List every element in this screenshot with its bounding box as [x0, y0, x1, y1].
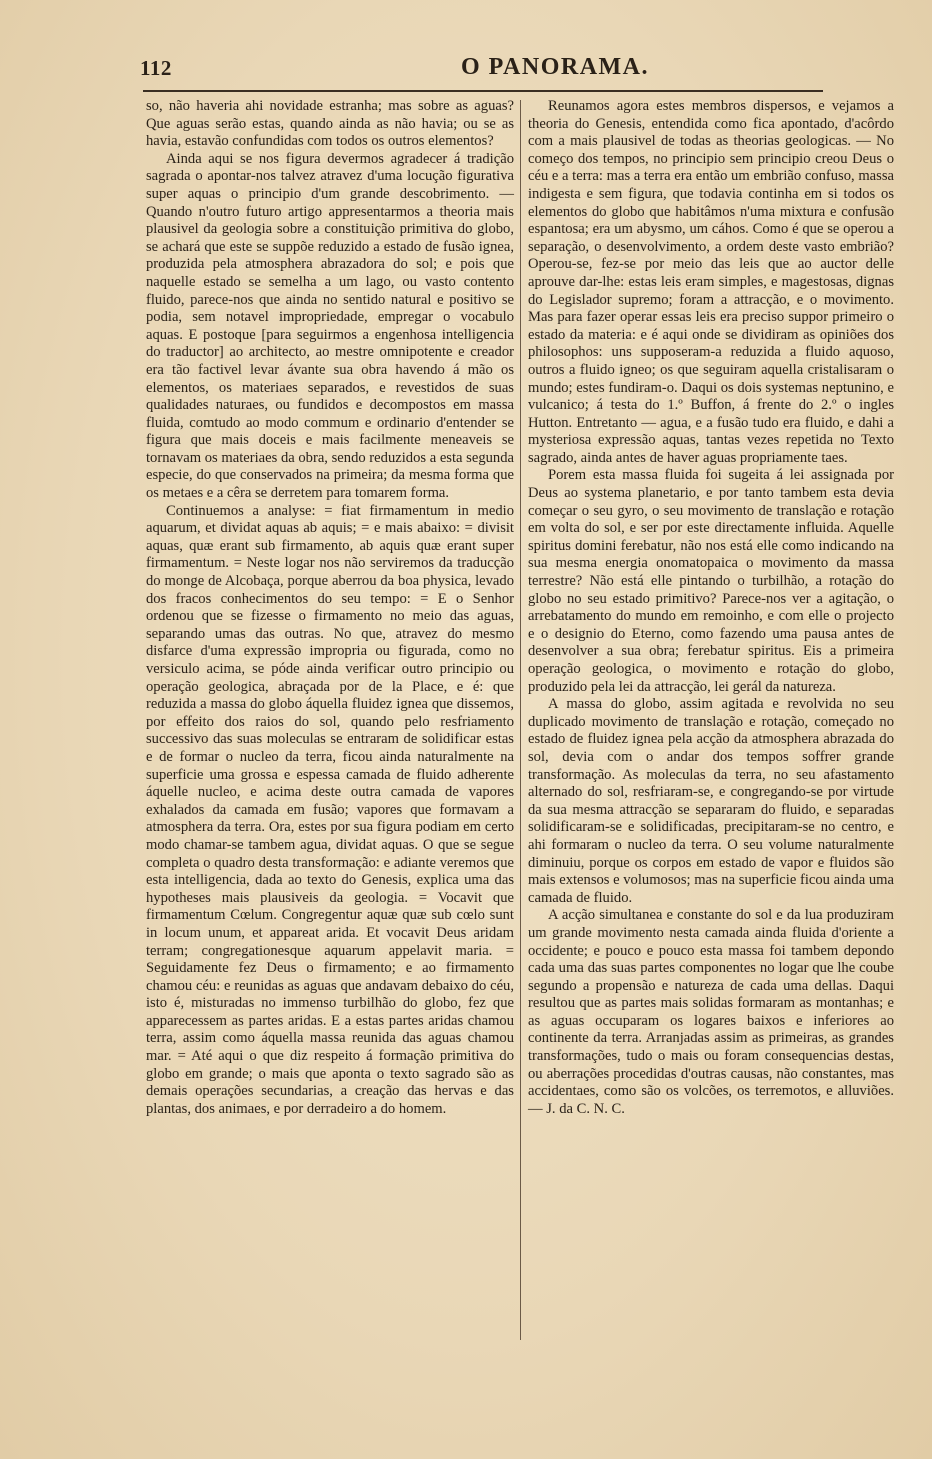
column-divider	[520, 100, 521, 1340]
paragraph: A acção simultanea e constante do sol e da lua produziram um grande movimento nesta camada ainda fluida d'oriente a occidente; e pouco e pouco esta massa foi tambem depondo cada uma das suas partes componentes no logar que lhe coube segundo a propensão e natureza de cada uma dellas. Daqui resultou que as partes mais solidas formaram as montanhas; e as aguas occuparam os logares baixos e inferiores ao continente da terra. Arranjadas assim as primeiras, as grandes transformações, tudo o mais ou foram consequencias destas, ou aberrações procedidas d'outras causas, não constantes, mas accidentaes, como são os volcões, os terremotos, e alluviões. — J. da C. N. C.	[528, 907, 894, 1117]
journal-title: O PANORAMA.	[460, 54, 650, 80]
paragraph: Ainda aqui se nos figura devermos agradecer á tradição sagrada o apontar-nos talvez atravez d'uma locução figurativa super aquas o principio d'um grande descobrimento. — Quando n'outro futuro artigo appresentarmos a theoria mais plausivel da geologia sobre a constituição primitiva do globo, se achará que este se suppõe reduzido a estado de fusão ignea, produzida pela atmosphera abrazadora do sol; e pois que naquelle estado se semelha a um lago, ou vasto contento fluido, parece-nos que ainda no sentido natural e positivo se podia, sem notavel impropriedade, empregar o vocabulo aquas. E postoque [para seguirmos a engenhosa intelligencia do traductor] ao architecto, ao mestre omnipotente e creador era tão factivel levar ávante sua obra havendo á mão os elementos, os materiaes separados, e revestidos de suas qualidades naturaes, ou fundidos e decompostos em massa fluida, comtudo ao modo commum e ordinario d'entender se figura que mais doceis e mais facilmente meneaveis se tornavam os materiaes da obra, sendo reduzidos a esta segunda especie, do que conservados na primeira; da mesma forma que os metaes e a cêra se derretem para tomarem forma.	[146, 150, 514, 502]
paragraph: Porem esta massa fluida foi sugeita á lei assignada por Deus ao systema planetario, e por tanto tambem esta devia começar o seu gyro, o seu movimento de translação e rotação em volta do sol, e ser por este directamente influida. Aquelle spiritus domini ferebatur, não nos está elle como indicando na sua mesma energia onomatopaica o movimento da massa terrestre? Não está elle pintando o turbilhão, a rotação do globo no seu estado primitivo? Parece-nos ver a agitação, o arrebatamento do mundo em remoinho, e com elle o projecto e o designio do Eterno, como fazendo uma pausa antes de desenvolver a sua obra; ferebatur spiritus. Eis a primeira operação geologica, o movimento e rotação do globo, produzido pela lei da attracção, lei gerál da natureza.	[528, 467, 894, 695]
page-number: 112	[140, 56, 172, 80]
paragraph: Reunamos agora estes membros dispersos, e vejamos a theoria do Genesis, entendida como fica apontado, d'acôrdo com a mais plausivel de todas as theorias geologicas. — No começo dos tempos, no principio sem principio creou Deus o céu e a terra: mas a terra era então um embrião confuso, massa indigesta e sem figura, que todavia continha em si todos os elementos do globo que habitâmos n'uma mixtura e confusão espantosa; era um abysmo, um cáhos. Como é que se operou a separação, o desenvolvimento, a ordem deste vasto embrião? Operou-se, fez-se por meio das leis que ao auctor delle aprouve dar-lhe: estas leis eram simples, e magestosas, dignas do Legislador supremo; foram a attracção, e o movimento. Mas para fazer operar essas leis era preciso suppor primeiro o estado da materia: e é aqui onde se dividiram as opiniões dos philosophos: uns supposeram-a reduzida a fluido aquoso, outros a fluido igneo; os que seguiram aquella cristalisaram o mundo; estes fundiram-o. Daqui os dois systemas neptunino, e vulcanico; á testa do 1.º Buffon, á frente do 2.º o ingles Hutton. Entretanto — agua, e a fusão tudo era fluido, e dahi a mysteriosa expressão aquas, tantas vezes repetida no Texto sagrado, ainda antes de haver aguas propriamente taes.	[528, 98, 894, 466]
page-header	[140, 50, 820, 84]
left-column	[146, 98, 514, 1118]
paragraph: Continuemos a analyse: = fiat firmamentum in medio aquarum, et dividat aquas ab aquis; = e mais abaixo: = divisit aquas, quæ erant sub firmamento, ab aquis quæ erant super firmamentum. = Neste logar nos não serviremos da traducção do monge de Alcobaça, porque aberrou da boa physica, levado dos fracos conhecimentos do seu tempo: = E o Senhor ordenou que se fizesse o firmamento no meio das aguas, separando umas das outras. No que, atravez do mesmo disfarce d'uma expressão impropria ou figurada, como no versiculo acima, se póde ainda verificar outro principio ou operação geologica, abraçada por de la Place, e é: que reduzida a massa do globo áquella fluidez ignea que dissemos, por effeito dos raios do sol, quando pelo resfriamento successivo das suas moleculas se entraram de solidificar estas e de formar o nucleo da terra, ficou ainda naturalmente na superficie uma grossa e espessa camada de fluido adherente áquelle nucleo, e acima deste outra camada de vapores exhalados da camada em fusão; vapores que formavam a atmosphera da terra. Ora, estes por sua figura podiam em certo modo chamar-se tambem agua, dividat aquas. O que se segue completa o quadro desta transformação: e adiante veremos que esta intelligencia, dada ao texto do Genesis, explica uma das hypotheses mais plausiveis da geologia. = Vocavit que firmamentum Cœlum. Congregentur aquæ quæ sub cœlo sunt in locum unum, et appareat arida. Et vocavit Deus aridam terram; congregationesque aquarum appelavit maria. = Seguidamente fez Deus o firmamento; e ao firmamento chamou céu: e reunidas as aguas que andavam debaixo do céu, isto é, misturadas no immenso turbilhão do globo, fez que apparecessem as partes aridas. E a estas partes aridas chamou terra, assim como áquella massa reunida das aguas chamou mar. = Até aqui o que diz respeito á formação primitiva do globo em grande; o mais que aponta o texto sagrado são as demais operações secundarias, a creação das hervas e das plantas, dos animaes, e por derradeiro a do homem.	[146, 502, 514, 1117]
right-column	[528, 98, 894, 1118]
paragraph: so, não haveria ahi novidade estranha; mas sobre as aguas? Que aguas serão estas, quando ainda as não havia; ou se as havia, estavão confundidas com todos os outros elementos?	[146, 98, 514, 150]
header-rule	[143, 90, 823, 92]
paragraph: A massa do globo, assim agitada e revolvida no seu duplicado movimento de translação e rotação, começado no estado de fluidez ignea pela acção da atmosphera abrazada do sol, devia com o andar dos tempos soffrer grande transformação. As moleculas da terra, no seu afastamento alternado do sol, resfriaram-se, e congregando-se por virtude da sua mesma attracção se separaram do fluido, e separadas solidificaram-se e solidificadas, precipitaram-se no centro, e ahi formaram o nucleo da terra. O seu volume naturalmente diminuiu, porque os corpos em estado de vapor e fluidos são mais extensos e volumosos; mas na superficie ficou ainda uma camada de fluido.	[528, 696, 894, 906]
